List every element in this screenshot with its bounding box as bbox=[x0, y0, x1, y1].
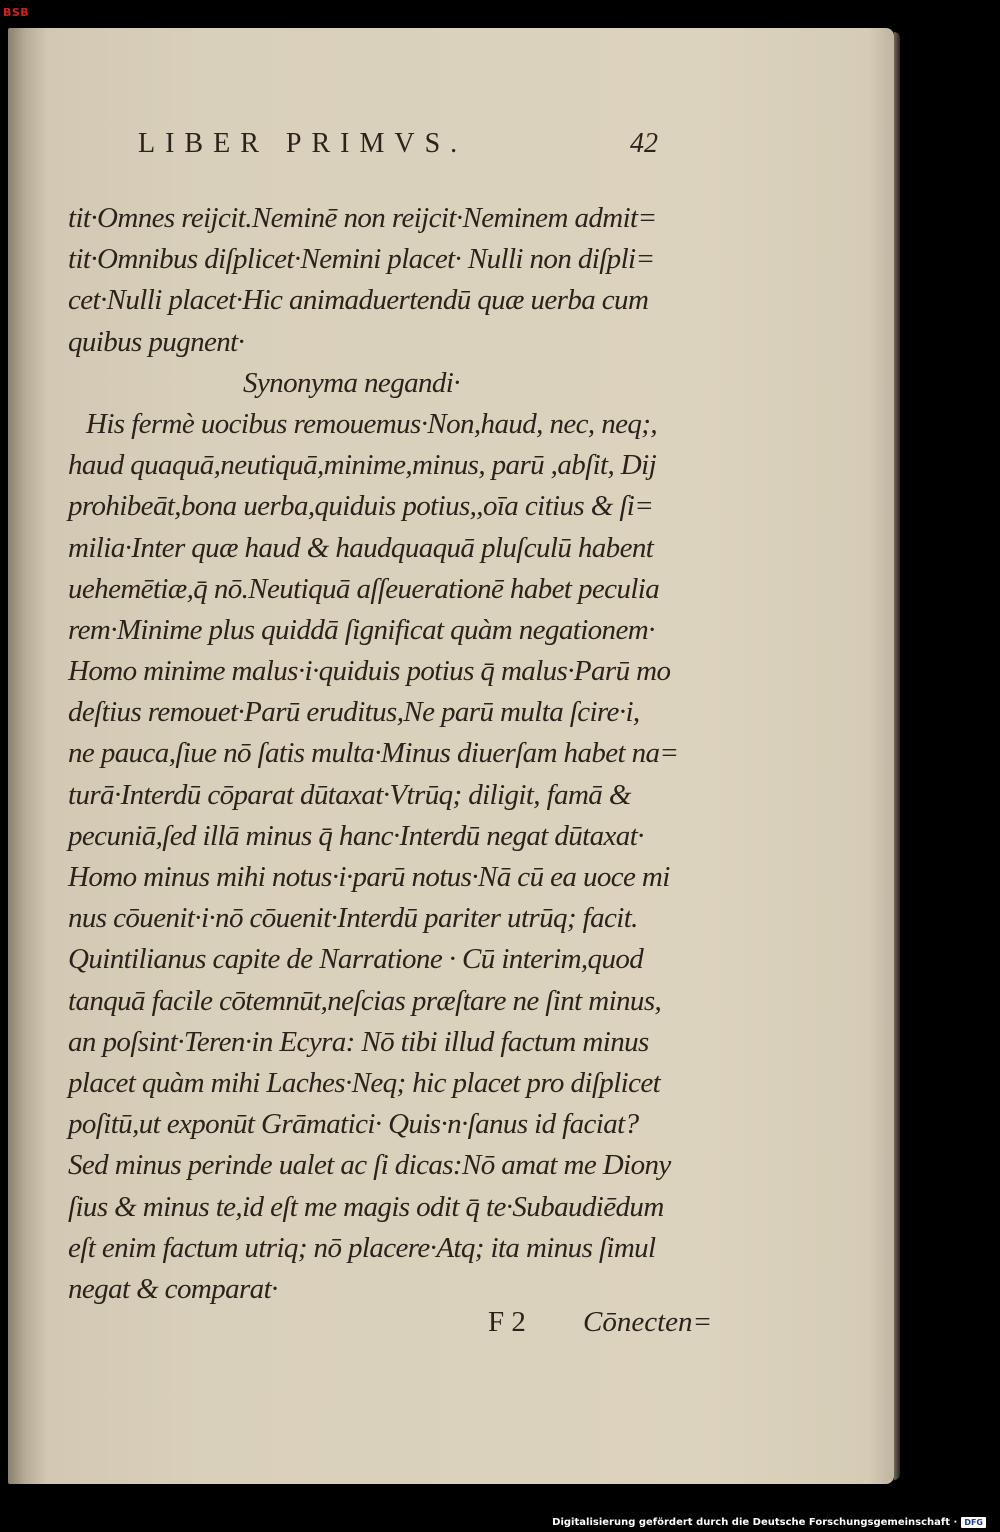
body-text bbox=[68, 198, 718, 1310]
bsb-logo: BSB bbox=[3, 6, 30, 19]
credit-text: Digitalisierung gefördert durch die Deutsche Forschungsgemeinschaft · bbox=[552, 1517, 958, 1528]
text-line: haud quaquā,neutiquā,minime,minus, parū ,abſit, Dij bbox=[68, 449, 657, 482]
catchword: Cōnecten= bbox=[583, 1306, 713, 1338]
book-page bbox=[8, 28, 894, 1484]
section-heading: Synonyma negandi· bbox=[243, 366, 460, 399]
text-line: Quintilianus capite de Narratione · Cū interim,quod bbox=[68, 943, 644, 976]
text-line: ſius & minus te,id eſt me magis odit q̄ te·Subaudiēdum bbox=[68, 1190, 664, 1223]
page-footer bbox=[488, 1306, 728, 1346]
funding-credit bbox=[552, 1517, 986, 1528]
text-line: rem·Minime plus quiddā ſignificat quàm negationem· bbox=[68, 613, 655, 646]
text-line: poſitū,ut exponūt Grāmatici· Quis·n·ſanus id faciat? bbox=[68, 1108, 639, 1141]
text-line: negat & comparat· bbox=[68, 1272, 278, 1305]
text-line: Homo minus mihi notus·i·parū notus·Nā cū ea uoce mi bbox=[68, 861, 670, 893]
folio-number: 42 bbox=[630, 128, 658, 159]
signature-mark: F 2 bbox=[488, 1306, 526, 1338]
text-line: His fermè uocibus remouemus·Non,haud, nec, neq;, bbox=[86, 407, 657, 440]
text-line: quibus pugnent· bbox=[68, 325, 245, 358]
text-line: tit·Omnes reijcit.Neminē non reijcit·Neminem admit= bbox=[68, 202, 657, 234]
text-line: milia·Inter quæ haud & haudquaquā pluſculū habent bbox=[68, 531, 654, 564]
text-line: Homo minime malus·i·quiduis potius q̄ malus·Parū mo bbox=[68, 655, 671, 688]
text-line: turā·Interdū cōparat dūtaxat·Vtrūq; diligit, famā & bbox=[68, 778, 631, 811]
page-header bbox=[138, 128, 658, 168]
text-line: placet quàm mihi Laches·Neq; hic placet pro diſplicet bbox=[68, 1066, 661, 1099]
text-line: nus cōuenit·i·nō cōuenit·Interdū pariter utrūq; facit. bbox=[68, 902, 638, 935]
running-title: LIBER PRIMVS. bbox=[138, 128, 468, 159]
text-line: ne pauca,ſiue nō ſatis multa·Minus diuerſam habet na= bbox=[68, 737, 679, 770]
text-line: deſtius remouet·Parū eruditus,Ne parū multa ſcire·i, bbox=[68, 696, 640, 729]
text-line: pecuniā,ſed illā minus q̄ hanc·Interdū negat dūtaxat· bbox=[68, 819, 644, 852]
text-line: uehemētiæ,q̄ nō.Neutiquā aſſeuerationē habet peculia bbox=[68, 572, 660, 605]
text-line: eſt enim factum utriq; nō placere·Atq; ita minus ſimul bbox=[68, 1231, 656, 1264]
text-line: tanquā facile cōtemnūt,neſcias præſtare ne ſint minus, bbox=[68, 984, 662, 1017]
text-line: cet·Nulli placet·Hic animaduertendū quæ uerba cum bbox=[68, 284, 649, 317]
text-line: prohibeāt,bona uerba,quiduis potius,,oīa citius & ſi= bbox=[68, 490, 654, 523]
text-line: Sed minus perinde ualet ac ſi dicas:Nō amat me Diony bbox=[68, 1149, 671, 1182]
text-line: tit·Omnibus diſplicet·Nemini placet· Nulli non diſpli= bbox=[68, 243, 655, 276]
text-line: an poſsint·Teren·in Ecyra: Nō tibi illud factum minus bbox=[68, 1025, 649, 1058]
dfg-logo: DFG bbox=[961, 1517, 986, 1528]
